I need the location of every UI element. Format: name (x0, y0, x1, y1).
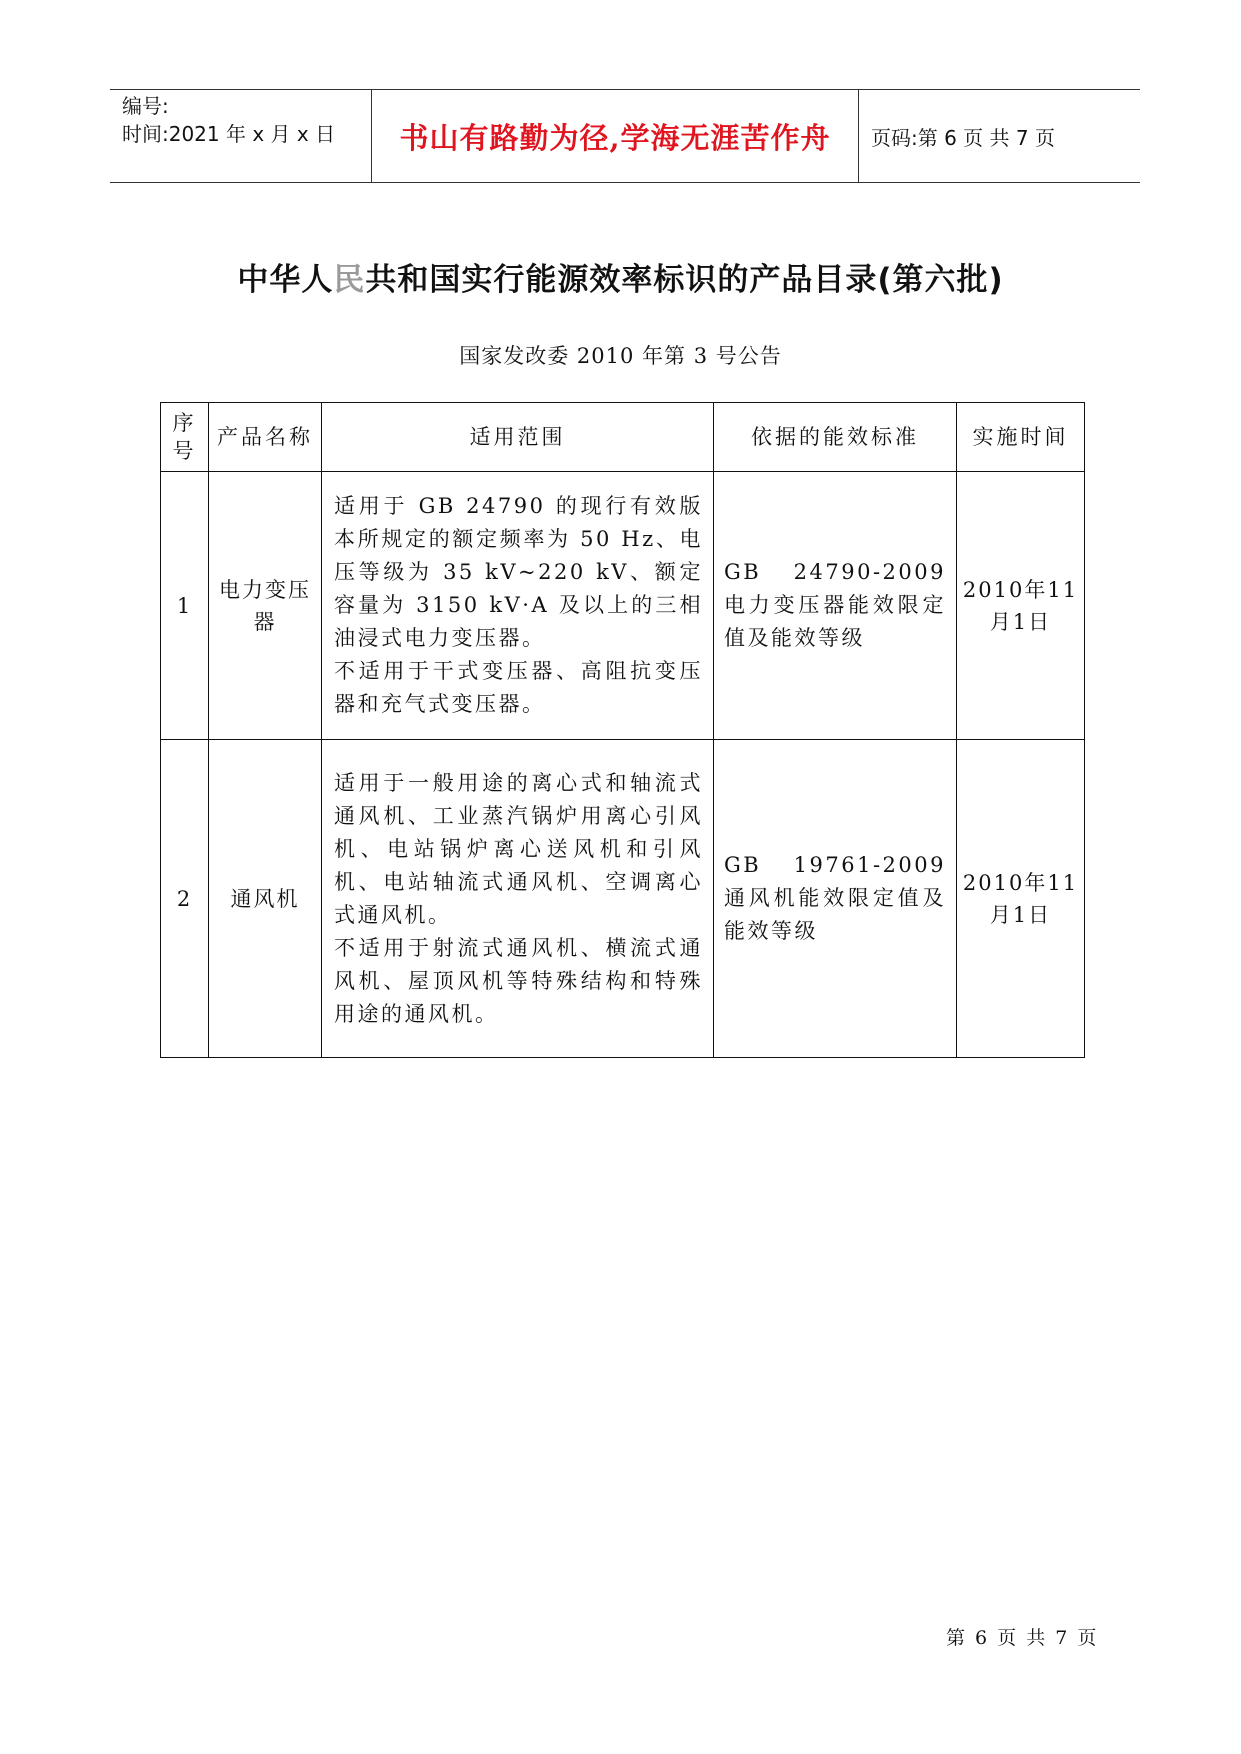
title-faint: 民 (333, 262, 366, 298)
title-part2: 共和国实行能源效率标识的产品目录(第六批) (365, 262, 1004, 298)
time-label: 时间:2021 年 x 月 x 日 (122, 122, 336, 146)
header-motto: 书山有路勤为径,学海无涯苦作舟 (372, 90, 859, 182)
page-header (110, 89, 1140, 183)
row-no: 1 (161, 472, 209, 740)
row-date: 2010年11月1日 (957, 740, 1085, 1058)
header-page-label: 页码:第 6 页 共 7 页 (871, 125, 1055, 150)
header-scope: 适用范围 (322, 403, 714, 472)
row-scope (322, 740, 714, 1058)
page-footer: 第 6 页 共 7 页 (946, 1627, 1099, 1649)
row-name: 通风机 (209, 740, 322, 1058)
table-row (161, 740, 1085, 1058)
product-catalog-table (160, 402, 1085, 1058)
row-standard: GB 24790-2009 电力变压器能效限定值及能效等级 (714, 472, 957, 740)
row-no: 2 (161, 740, 209, 1058)
row-standard: GB 19761-2009 通风机能效限定值及能效等级 (714, 740, 957, 1058)
scope-excluded: 不适用于射流式通风机、横流式通风机、屋顶风机等特殊结构和特殊用途的通风机。 (334, 935, 703, 1026)
title-part1: 中华人 (237, 262, 334, 298)
header-date: 实施时间 (957, 403, 1085, 472)
scope-applicable: 适用于 GB 24790 的现行有效版本所规定的额定频率为 50 Hz、电压等级为 35 kV~220 kV、额定容量为 3150 kV·A 及以上的三相油浸式电力变压器。 (334, 494, 703, 650)
scope-applicable: 适用于一般用途的离心式和轴流式通风机、工业蒸汽锅炉用离心引风机、电站锅炉离心送风机和引风机、电站轴流式通风机、空调离心式通风机。 (334, 770, 703, 927)
scope-excluded: 不适用于干式变压器、高阻抗变压器和充气式变压器。 (334, 659, 703, 716)
document-subtitle: 国家发改委 2010 年第 3 号公告 (459, 344, 782, 368)
header-no: 序号 (161, 403, 209, 472)
number-label: 编号: (122, 94, 169, 118)
row-scope (322, 472, 714, 740)
table-row (161, 472, 1085, 740)
row-date: 2010年11月1日 (957, 472, 1085, 740)
table-header-row (161, 403, 1085, 472)
document-title (0, 254, 1241, 299)
row-name: 电力变压器 (209, 472, 322, 740)
header-meta (110, 90, 372, 182)
header-name: 产品名称 (209, 403, 322, 472)
header-standard: 依据的能效标准 (714, 403, 957, 472)
